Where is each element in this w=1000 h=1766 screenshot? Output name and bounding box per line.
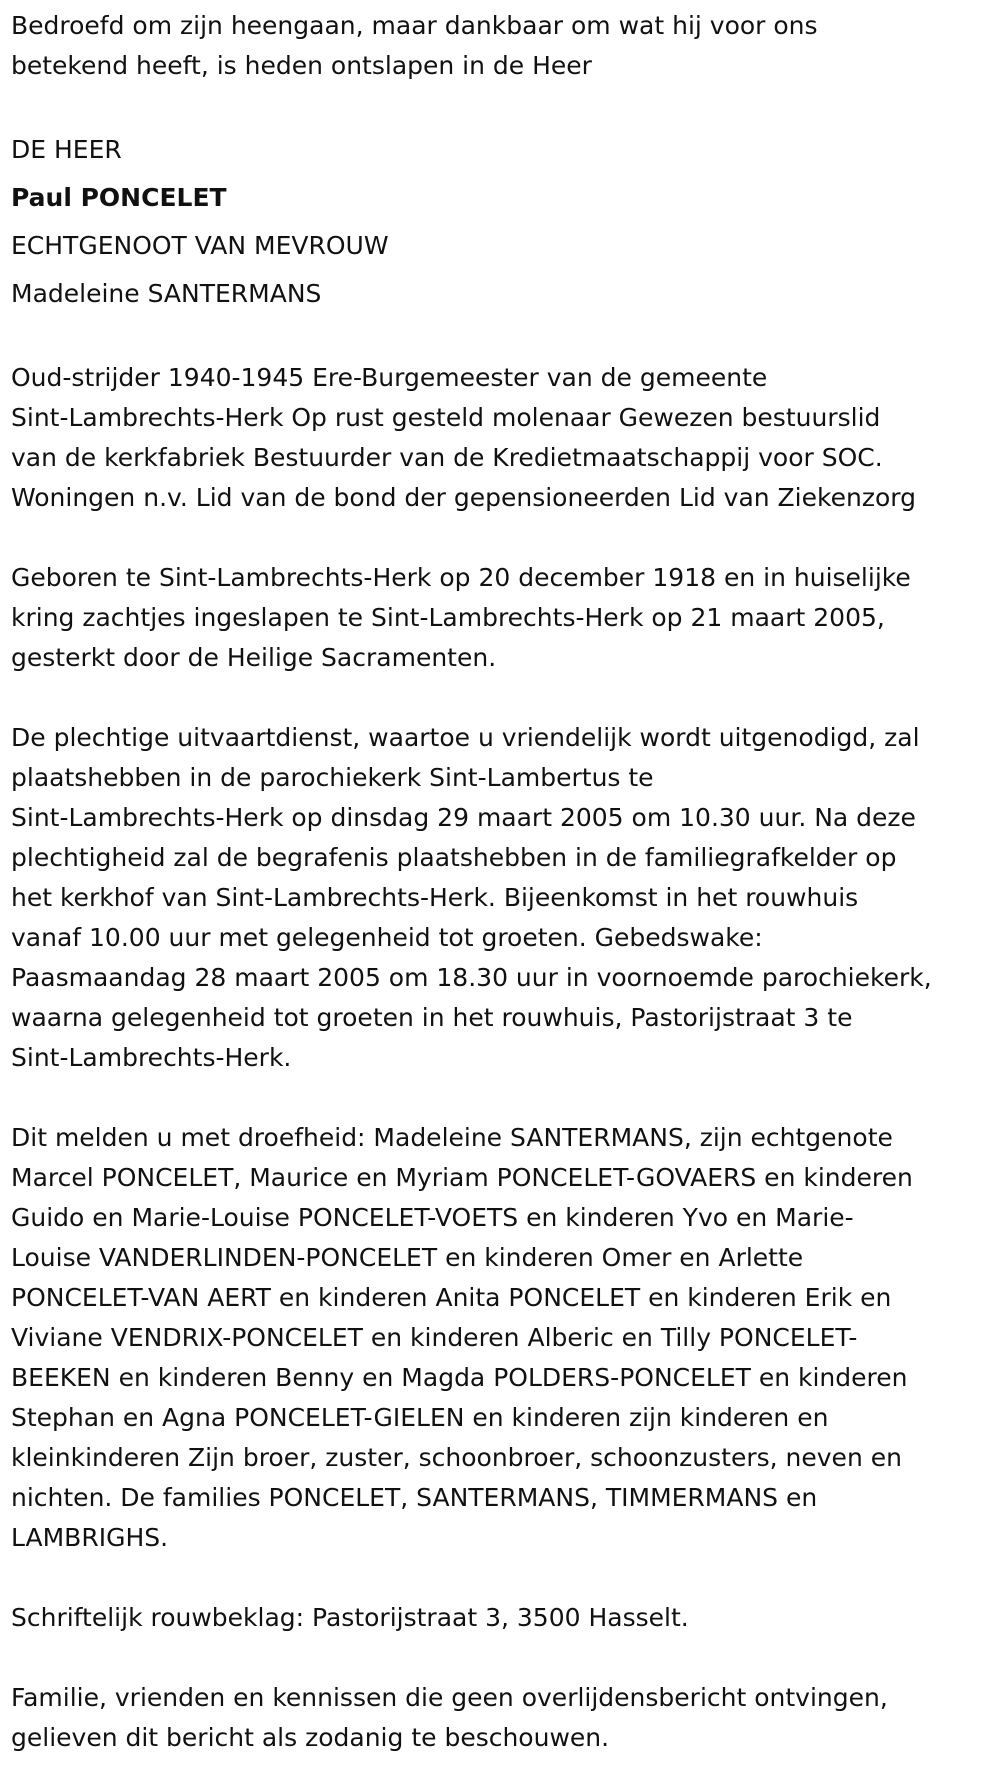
funeral-text: De plechtige uitvaartdienst, waartoe u vriendelijk wordt uitgenodigd, zal plaatshebben in de parochiekerk Sint-Lambertus te Sint-Lambrechts-Herk op dinsdag 29 maart 2005 om 10.30 uur. Na deze plechtigheid zal de begrafenis plaatshebben in de familiegrafkelder op het kerkhof van Sint-Lambrechts-Herk. Bijeenkomst in het rouwhuis vanaf 10.00 uur met gelegenheid tot groeten. Gebedswake: Paasmaandag 28 maart 2005 om 18.30 uur in voornoemde parochiekerk, waarna gelegenheid tot groeten in het rouwhuis, Pastorijstraat 3 te Sint-Lambrechts-Herk.: [11, 723, 932, 1072]
condolences-text: Schriftelijk rouwbeklag: Pastorijstraat 3, 3500 Hasselt.: [11, 1603, 689, 1632]
biography-text: Oud-strijder 1940-1945 Ere-Burgemeester van de gemeente Sint-Lambrechts-Herk Op rust gesteld molenaar Gewezen bestuurslid van de kerkfabriek Bestuurder van de Kredietmaatschappij voor SOC. Woningen n.v. Lid van de bond der gepensioneerden Lid van Ziekenzorg: [11, 363, 916, 512]
spacer: [11, 518, 990, 558]
intro-text: Bedroefd om zijn heengaan, maar dankbaar om wat hij voor ons betekend heeft, is heden ontslapen in de Heer: [11, 11, 818, 80]
birth-death-text: Geboren te Sint-Lambrechts-Herk op 20 december 1918 en in huiselijke kring zachtjes ingeslapen te Sint-Lambrechts-Herk op 21 maart 2005, gesterkt door de Heilige Sacramenten.: [11, 563, 911, 672]
deceased-name: Paul PONCELET: [11, 183, 227, 212]
family-text: Dit melden u met droefheid: Madeleine SANTERMANS, zijn echtgenote Marcel PONCELET, Maurice en Myriam PONCELET-GOVAERS en kinderen Guido en Marie-Louise PONCELET-VOETS en kinderen Yvo en Marie- Louise VANDERLINDEN-PONCELET en kinderen Omer en Arlette PONCELET-VAN AERT en kinderen Anita PONCELET en kinderen Erik en Viviane VENDRIX-PONCELET en kinderen Alberic en Tilly PONCELET- BEEKEN en kinderen Benny en Magda POLDERS-PONCELET en kinderen Stephan en Agna PONCELET-GIELEN en kinderen zijn kinderen en kleinkinderen Zijn broer, zuster, schoonbroer, schoonzusters, neven en nichten. De families PONCELET, SANTERMANS, TIMMERMANS en LAMBRIGHS.: [11, 1123, 913, 1552]
spouse-name: Madeleine SANTERMANS: [11, 279, 322, 308]
spacer: [11, 1558, 990, 1598]
spacer: [11, 1638, 990, 1678]
spacer: [11, 678, 990, 718]
spacer: [11, 1078, 990, 1118]
closing-text: Familie, vrienden en kennissen die geen overlijdensbericht ontvingen, gelieven dit bericht als zodanig te beschouwen.: [11, 1683, 888, 1752]
relation-label: ECHTGENOOT VAN MEVROUW: [11, 231, 389, 260]
spacer: [11, 318, 990, 358]
honorific-title: DE HEER: [11, 135, 122, 164]
spacer: [11, 86, 990, 126]
deceased-block: [11, 126, 990, 318]
